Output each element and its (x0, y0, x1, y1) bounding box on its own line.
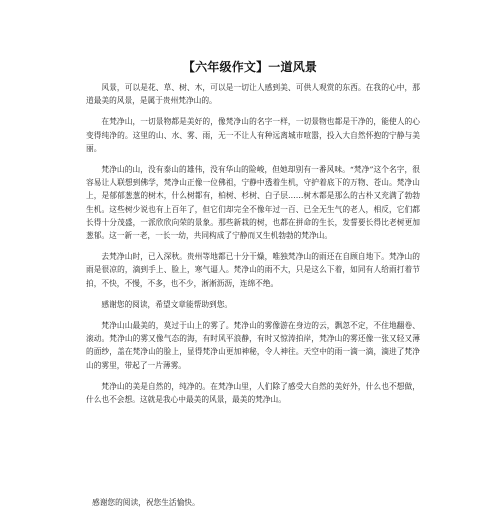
paragraph-3: 梵净山的山，没有泰山的雄伟，没有华山的险峻，但她却别有一番风味。“梵净”这个名字，很容易让人联想到佛学，梵净山正像一位佛祖，宁静中透着生机，守护着底下的万物、苍山。梵净山上，是郁郁葱葱的树木，什么树都有，柏树、杉树、白子层……树木都是那么的古朴又充满了勃勃生机。这些树少说也有上百年了，但它们却完全不像年过一百、已全无生气的老人，相反，它们都长得十分茂盛，一派欣欣向荣的景象。那些新栽的树，也都在拼命的生长，发誓要长得比老树更加葱郁。这一新一老，一长一幼，共同构成了宁静而又生机勃勃的梵净山。 (86, 165, 420, 241)
paragraph-7: 梵净山的美是自然的，纯净的。在梵净山里，人们除了感受大自然的美好外，什么也不想做，什么也不会想。这就是我心中最美的风景，最美的梵净山。 (86, 381, 420, 405)
paragraph-2: 在梵净山，一切景物都是美好的，像梵净山的名字一样，一切景物也都是干净的，能使人的心变得纯净的。这里的山、水、雾、雨，无一不让人有种远离城市喧嚣，投入大自然怀抱的宁静与美丽。 (86, 117, 420, 153)
document-title: 【六年级作文】一道风景 (182, 60, 318, 74)
paragraph-5: 感谢您的阅读，希望文章能帮助到您。 (101, 299, 233, 309)
paragraph-1: 风景，可以是花、草、树、木，可以是一切让人感到美、可供人观赏的东西。在我的心中，那道最美的风景，是属于贵州梵净山的。 (86, 83, 420, 106)
paragraph-4: 去梵净山时，已入深秋。贵州等地都已十分干燥，唯独梵净山的雨还在自顾自地下。梵净山的雨是很凉的，滴到手上、脸上，寒气逼人。梵净山的雨不大，只是这么下着，如同有人给雨打着节拍，不快，不慢，不多，也不少，淅淅沥沥，连绵不绝。 (86, 252, 420, 288)
document-body (86, 81, 420, 414)
paragraph-6: 梵净山山最美的，莫过于山上的雾了。梵净山的雾像游在身边的云，飘忽不定，不住地翻卷、滚动。梵净山的雾又像气态的海，有时风平浪静，有时又惊涛拍岸，梵净山的雾还像一张又轻又薄的面纱，盖在梵净山的脸上，显得梵净山更加神秘，令人神往。天空中的雨一滴一滴，滴进了梵净山的雾里，带起了一片薄雾。 (86, 321, 420, 370)
document-footer: 感谢您的阅读，祝您生活愉快。 (92, 498, 200, 507)
